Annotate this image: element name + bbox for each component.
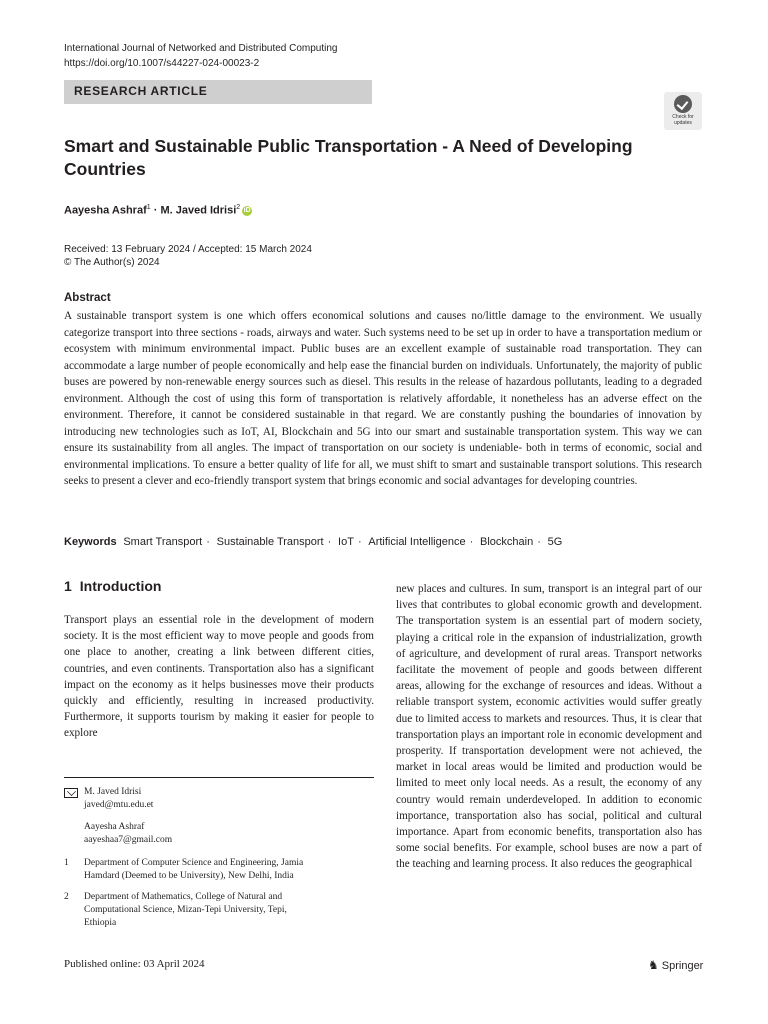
doi-link[interactable]: https://doi.org/10.1007/s44227-024-00023-2	[64, 58, 260, 69]
corresponding-author-name: M. Javed Idrisi	[84, 787, 142, 797]
springer-horse-icon: ♞	[648, 958, 659, 972]
affiliation-1-line2: Hamdard (Deemed to be University), New Delhi, India	[84, 871, 294, 881]
copyright-line: © The Author(s) 2024	[64, 257, 160, 268]
author-1-affiliation: 1	[146, 204, 151, 211]
abstract-heading: Abstract	[64, 292, 111, 304]
orcid-icon[interactable]: iD	[243, 206, 251, 214]
paper-title: Smart and Sustainable Public Transportation - A Need of Developing Countries	[64, 136, 633, 179]
journal-name: International Journal of Networked and Distributed Computing	[64, 43, 338, 54]
keyword: Blockchain	[480, 536, 534, 548]
abstract-text: A sustainable transport system is one which offers economical solutions and causes no/little damage to the environment. We usually categorize transport into three sections - roads, airways and water. Such systems need to be set up in order to have a transportation medium or ecosystem with minimum environmental impact. Public buses are an excellent example of sustainable road transportation. They can accommodate a large number of people economically and help ease the financial burden on individuals. Unfortunately, the majority of public buses are powered by non-renewable energy sources such as diesel. This results in the release of hazardous pollutants, leading to a degraded environment. Although the cost of using this form of transportation is relatively affordable, it nonetheless has an adverse effect on the environment. Therefore, it cannot be considered sustainable in that regard. We are constantly pushing the boundaries of innovation by introducing new technologies such as IoT, AI, Blockchain and 5G into our smart and sustainable transportation system. This way we can ensure its sustainability from all angles. The impact of transportation on our society is undeniable- both in terms of economic, social and environmental implications. To ensure a better quality of life for all, we must shift to smart and sustainable transport solutions. This research seeks to present a clever and eco-friendly transport system that brings economic and social advantages for developing countries.	[64, 310, 702, 487]
publisher-name: Springer	[661, 960, 704, 972]
article-type-banner	[64, 80, 372, 104]
article-dates	[64, 243, 312, 269]
keyword-separator: ·	[469, 536, 474, 548]
check-updates-icon	[674, 95, 692, 113]
envelope-icon	[64, 788, 78, 798]
check-for-updates-badge[interactable]	[664, 92, 702, 130]
author-1: Aayesha Ashraf	[64, 204, 147, 217]
affiliation-1-line1: Department of Computer Science and Engineering, Jamia	[84, 858, 304, 868]
keyword: Sustainable Transport	[216, 536, 324, 548]
affiliation-2-line3: Ethiopia	[84, 918, 117, 928]
badge-label-line1: Check for	[672, 114, 694, 120]
keywords-line	[64, 536, 562, 548]
journal-header	[64, 41, 338, 71]
affiliation-1	[84, 857, 303, 883]
corresponding-author-email[interactable]: javed@mtu.edu.et	[84, 800, 154, 810]
received-accepted-dates: Received: 13 February 2024 / Accepted: 15 March 2024	[64, 244, 312, 255]
coauthor-name: Aayesha Ashraf	[84, 822, 145, 832]
keyword: 5G	[547, 536, 563, 548]
affiliation-2-line2: Computational Science, Mizan-Tepi University, Tepi,	[84, 905, 287, 915]
author-separator: ·	[153, 204, 158, 217]
keyword-separator: ·	[327, 536, 332, 548]
keyword-separator: ·	[206, 536, 210, 548]
badge-label-line2: updates	[674, 120, 692, 126]
author-2: M. Javed Idrisi	[160, 204, 237, 217]
published-online-date: Published online: 03 April 2024	[64, 958, 205, 970]
intro-left-column: Transport plays an essential role in the development of modern society. It is the most efficient way to move people and goods from one place to another, creating a link between different cities, countries, and even continents. Transportation also has a significant impact on the economy as it helps businesses move their products quickly and efficiently, resulting in increased productivity. Furthermore, it supports tourism by making it easier for people to explore	[64, 614, 374, 740]
keywords-label: Keywords	[64, 536, 117, 548]
intro-right-column: new places and cultures. In sum, transport is an integral part of our lives that contributes to global economic growth and development. The transportation system is an essential part of modern society, playing a critical role in the expansion of industrialization, growth of agriculture, and development of rural areas. Transport networks facilitate the movement of people and goods between different areas, allowing for the exchange of resources and ideas. Without a reliable transport system, economic activities would suffer greatly due to limited access to markets and resources. Thus, it is clear that transportation plays an important role in economic development and prosperity. If transportation development were not achieved, the market in local areas would be limited and production would be limited to meet only local needs. As a result, the economy of any country would remain underdeveloped. In addition to economic importance, transportation also has social, political and cultural importance. Apart from economic benefits, transportation also has some social benefits. For example, school buses are now a part of the teaching and learning process. It also reduces the geographical	[396, 583, 702, 871]
affiliation-2-number: 2	[64, 892, 69, 902]
affiliation-2	[84, 891, 287, 930]
coauthor-contact	[84, 821, 172, 847]
keyword: Artificial Intelligence	[368, 536, 466, 548]
section-number: 1	[64, 578, 72, 594]
author-2-affiliation: 2	[236, 204, 241, 211]
author-list	[64, 204, 252, 217]
corresponding-author	[84, 786, 153, 812]
keyword: Smart Transport	[123, 536, 203, 548]
keyword-separator: ·	[357, 536, 362, 548]
keyword-separator: ·	[537, 536, 541, 548]
coauthor-email[interactable]: aayeshaa7@gmail.com	[84, 835, 173, 845]
footnote-divider	[64, 777, 374, 778]
affiliation-2-line1: Department of Mathematics, College of Natural and	[84, 892, 283, 902]
affiliation-1-number: 1	[64, 858, 69, 868]
article-type-label: RESEARCH ARTICLE	[74, 84, 208, 98]
section-heading-introduction	[64, 578, 161, 594]
section-title: Introduction	[79, 578, 162, 594]
keyword: IoT	[338, 536, 354, 548]
publisher-logo	[648, 958, 703, 972]
